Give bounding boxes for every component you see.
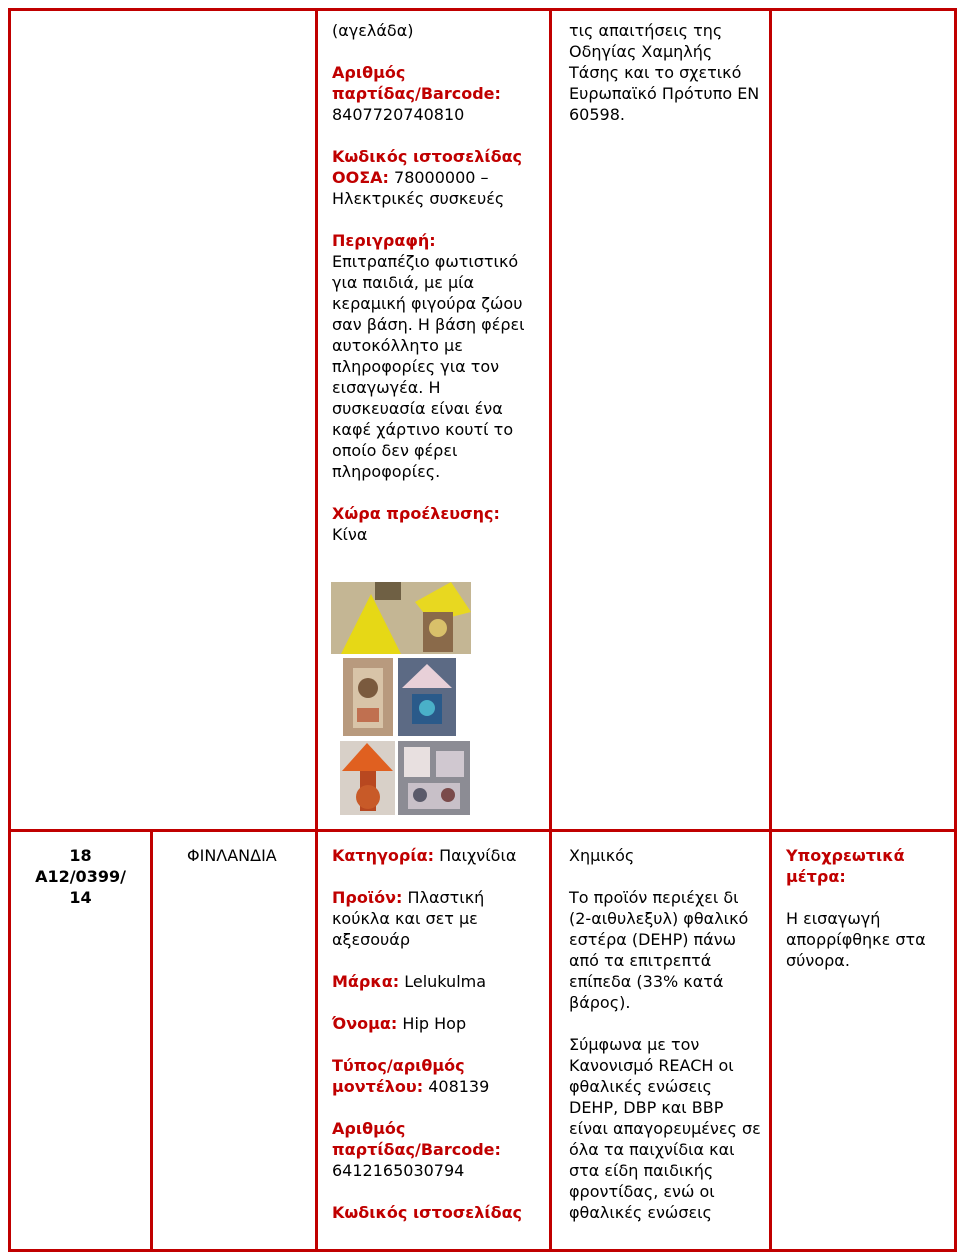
oecd-field <box>332 146 537 209</box>
risk-type: Χημικός <box>569 846 635 865</box>
row2-country-cell <box>187 845 312 866</box>
name-label: Όνομα: <box>332 1014 398 1033</box>
batch-value-2: 6412165030794 <box>332 1161 465 1180</box>
product-photo-2 <box>343 658 393 736</box>
row1-risk-cell <box>569 20 761 125</box>
description-field <box>332 230 537 482</box>
notification-number-line1: 18 <box>69 846 92 865</box>
batch-label: Αριθμός παρτίδας/Barcode: <box>332 63 501 103</box>
origin-value: Κίνα <box>332 525 368 544</box>
product-photo-4 <box>340 741 395 815</box>
description-value: Επιτραπέζιο φωτιστικό για παιδιά, με μία κεραμική φιγούρα ζώου σαν βάση. Η βάση φέρει αυτοκόλλητο με πληροφορίες για τον εισαγωγέα. Η συσκευασία είναι ένα καφέ χάρτινο κουτί το οποίο δεν φέρει πληροφορίες. <box>332 252 525 481</box>
oecd-field-2 <box>332 1202 537 1223</box>
category-value: Παιχνίδια <box>439 846 517 865</box>
row2-measures-cell <box>786 845 951 971</box>
product-field <box>332 887 537 950</box>
measures-value: Η εισαγωγή απορρίφθηκε στα σύνορα. <box>786 909 926 970</box>
product-photo-5 <box>398 741 470 815</box>
origin-label: Χώρα προέλευσης: <box>332 504 500 523</box>
oecd-label-2: Κωδικός ιστοσελίδας <box>332 1203 523 1222</box>
batch-field <box>332 62 537 125</box>
batch-label-2: Αριθμός παρτίδας/Barcode: <box>332 1119 501 1159</box>
category-label: Κατηγορία: <box>332 846 434 865</box>
description-label: Περιγραφή: <box>332 231 436 250</box>
table-border-col1 <box>150 829 153 1252</box>
name-value: Hip Hop <box>402 1014 467 1033</box>
table-border-bottom <box>8 1249 957 1252</box>
risk-text: τις απαιτήσεις της Οδηγίας Χαμηλής Τάσης και το σχετικό Ευρωπαϊκό Πρότυπο EN 60598. <box>569 21 760 124</box>
oecd-value: 78000000 – Ηλεκτρικές συσκευές <box>332 168 505 208</box>
row2-product-cell <box>332 845 537 1223</box>
animal-label: (αγελάδα) <box>332 21 414 40</box>
model-label: Τύπος/αριθμός μοντέλου: <box>332 1056 465 1096</box>
brand-label: Μάρκα: <box>332 972 400 991</box>
batch-field-2 <box>332 1118 537 1181</box>
category-field <box>332 845 537 866</box>
oecd-label: Κωδικός ιστοσελίδας ΟΟΣΑ: <box>332 147 523 187</box>
table-border-col3 <box>549 8 552 1252</box>
measures-label: Υποχρεωτικά μέτρα: <box>786 846 905 886</box>
product-photo-1 <box>331 582 471 654</box>
row2-number-cell <box>11 845 150 908</box>
risk-paragraph-2: Σύμφωνα με τον Κανονισμό REACH οι φθαλικές ενώσεις DEHP, DBP και BBP είναι απαγορευμένες σε όλα τα παιχνίδια και στα είδη παιδικής φροντίδας, ενώ οι φθαλικές ενώσεις <box>569 1035 761 1222</box>
row2-risk-cell <box>569 845 761 1223</box>
risk-paragraph-1: Το προϊόν περιέχει δι (2-αιθυλεξυλ) φθαλικό εστέρα (DEHP) πάνω από τα επιτρεπτά επίπεδα (33% κατά βάρος). <box>569 888 749 1012</box>
table-border-right <box>954 8 957 1252</box>
row1-product-cell <box>332 20 537 545</box>
origin-field <box>332 503 537 545</box>
model-value: 408139 <box>428 1077 490 1096</box>
table-border-col2 <box>315 8 318 1252</box>
row-divider <box>8 829 957 832</box>
name-field <box>332 1013 537 1034</box>
table-border-col4 <box>769 8 772 1252</box>
notification-number-line2: A12/0399/ <box>35 867 126 886</box>
table-border-left <box>8 8 11 1252</box>
product-label: Προϊόν: <box>332 888 403 907</box>
product-value: Πλαστική κούκλα και σετ με αξεσουάρ <box>332 888 485 949</box>
product-photo-3 <box>398 658 456 736</box>
table-border-top <box>8 8 957 11</box>
brand-field <box>332 971 537 992</box>
model-field <box>332 1055 537 1097</box>
notification-number-line3: 14 <box>69 888 92 907</box>
country-name: ΦΙΝΛΑΝΔΙΑ <box>187 846 277 865</box>
brand-value: Lelukulma <box>404 972 487 991</box>
batch-value: 8407720740810 <box>332 105 465 124</box>
